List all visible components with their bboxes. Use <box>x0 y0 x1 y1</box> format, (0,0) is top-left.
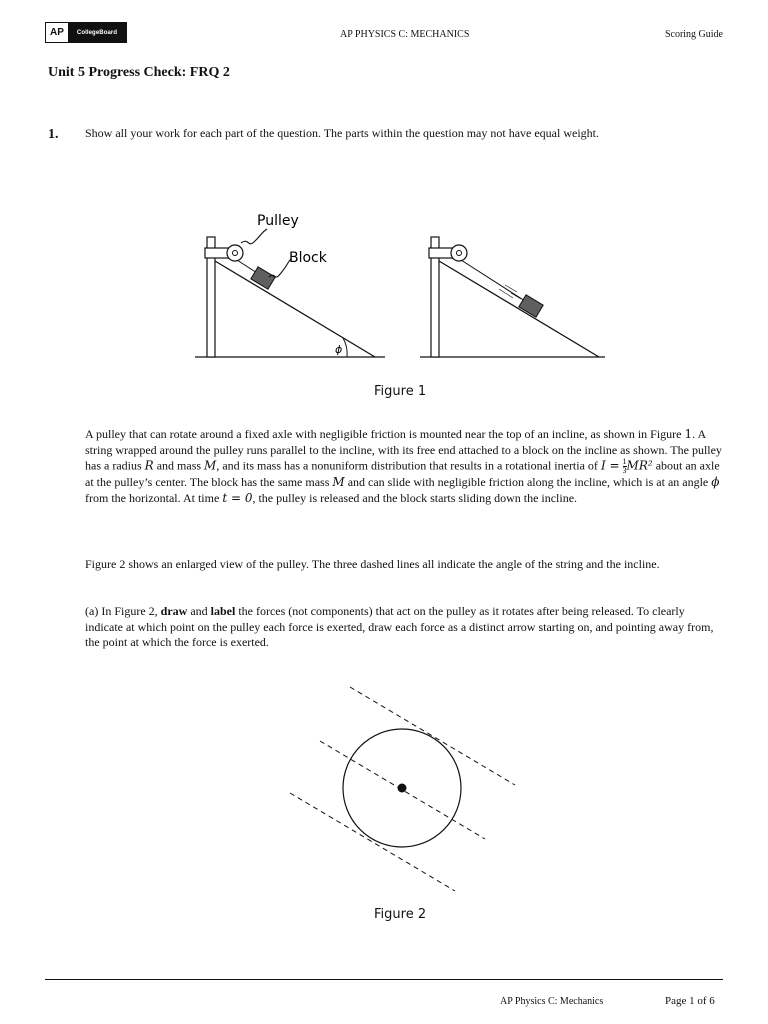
pulley-center-dot <box>398 784 407 793</box>
part-a-prompt <box>85 604 725 651</box>
p1-text-2: . A string wrapped around the pulley runs parallel to the incline, with its free end attached to a block on the incline as shown. The pulley has a radius <box>85 427 722 473</box>
pulley-label: Pulley <box>257 213 299 229</box>
footer-page-number: Page 1 of 6 <box>665 995 715 1007</box>
ap-collegeboard-logo <box>45 22 127 43</box>
p1-text-7: from the horizontal. At time <box>85 490 223 505</box>
p3-and: and <box>187 604 211 618</box>
dashed-line-bottom <box>290 793 455 891</box>
p1-text-4: , and its mass has a nonuniform distribution that results in a rotational inertia of <box>216 458 601 473</box>
p1-mr-squared: MR² <box>626 458 653 473</box>
fraction-numerator: 1 <box>622 457 627 467</box>
pulley-right <box>429 245 525 301</box>
p3-text-1: (a) In Figure 2, <box>85 604 161 618</box>
fraction-denominator: 3 <box>622 466 627 476</box>
figure-2-caption: Figure 2 <box>374 907 427 922</box>
p1-inertia-eq: I = <box>600 458 620 473</box>
motion-lines <box>499 285 521 299</box>
figure-2-diagram <box>280 675 530 900</box>
block-label: Block <box>289 250 327 266</box>
problem-description <box>85 427 725 506</box>
p1-text-3: and mass <box>153 458 205 473</box>
footer-divider <box>45 979 723 980</box>
logo-collegeboard-text: CollegeBoard <box>68 23 126 42</box>
figure-1-caption: Figure 1 <box>374 384 427 399</box>
p3-draw-bold: draw <box>160 604 188 618</box>
page-title: Unit 5 Progress Check: FRQ 2 <box>48 65 230 80</box>
block-right <box>519 295 543 317</box>
p1-var-r: R <box>144 458 154 473</box>
p1-time-eq: t = 0 <box>222 490 253 505</box>
p1-var-m-2: M <box>332 475 345 490</box>
question-number: 1. <box>48 127 59 142</box>
header-scoring-guide: Scoring Guide <box>664 29 723 40</box>
logo-ap-text: AP <box>46 23 68 42</box>
p1-text-6: and can slide with negligible friction along the incline, which is at an angle <box>344 475 712 490</box>
block-left <box>251 267 275 289</box>
angle-phi-label: ϕ <box>335 343 343 356</box>
p3-text-2: the forces (not components) that act on the pulley as it rotates after being released. To clearly indicate at which point on the pulley each force is exerted, draw each force as a distinct arrow starting on, and pointing away from, the point at which the force is exerted. <box>85 604 714 650</box>
p1-fig-ref: 1 <box>684 427 693 441</box>
p1-text-1: A pulley that can rotate around a fixed axle with negligible friction is mounted near the top of an incline, as shown in Figure <box>85 427 685 441</box>
header-course-title: AP PHYSICS C: MECHANICS <box>340 29 470 40</box>
question-instructions: Show all your work for each part of the question. The parts within the question may not have equal weight. <box>85 126 599 140</box>
p1-var-phi: ϕ <box>711 475 720 490</box>
footer-course: AP Physics C: Mechanics <box>500 996 604 1007</box>
figure-2-description: Figure 2 shows an enlarged view of the pulley. The three dashed lines all indicate the angle of the string and the incline. <box>85 557 660 571</box>
p1-var-m: M <box>204 458 217 473</box>
p3-label-bold: label <box>210 604 236 618</box>
p1-text-8: , the pulley is released and the block starts sliding down the incline. <box>252 490 578 505</box>
figure-1-diagram <box>195 205 625 365</box>
p1-text-5: about an axle at the pulley’s center. The block has the same mass <box>85 458 720 490</box>
